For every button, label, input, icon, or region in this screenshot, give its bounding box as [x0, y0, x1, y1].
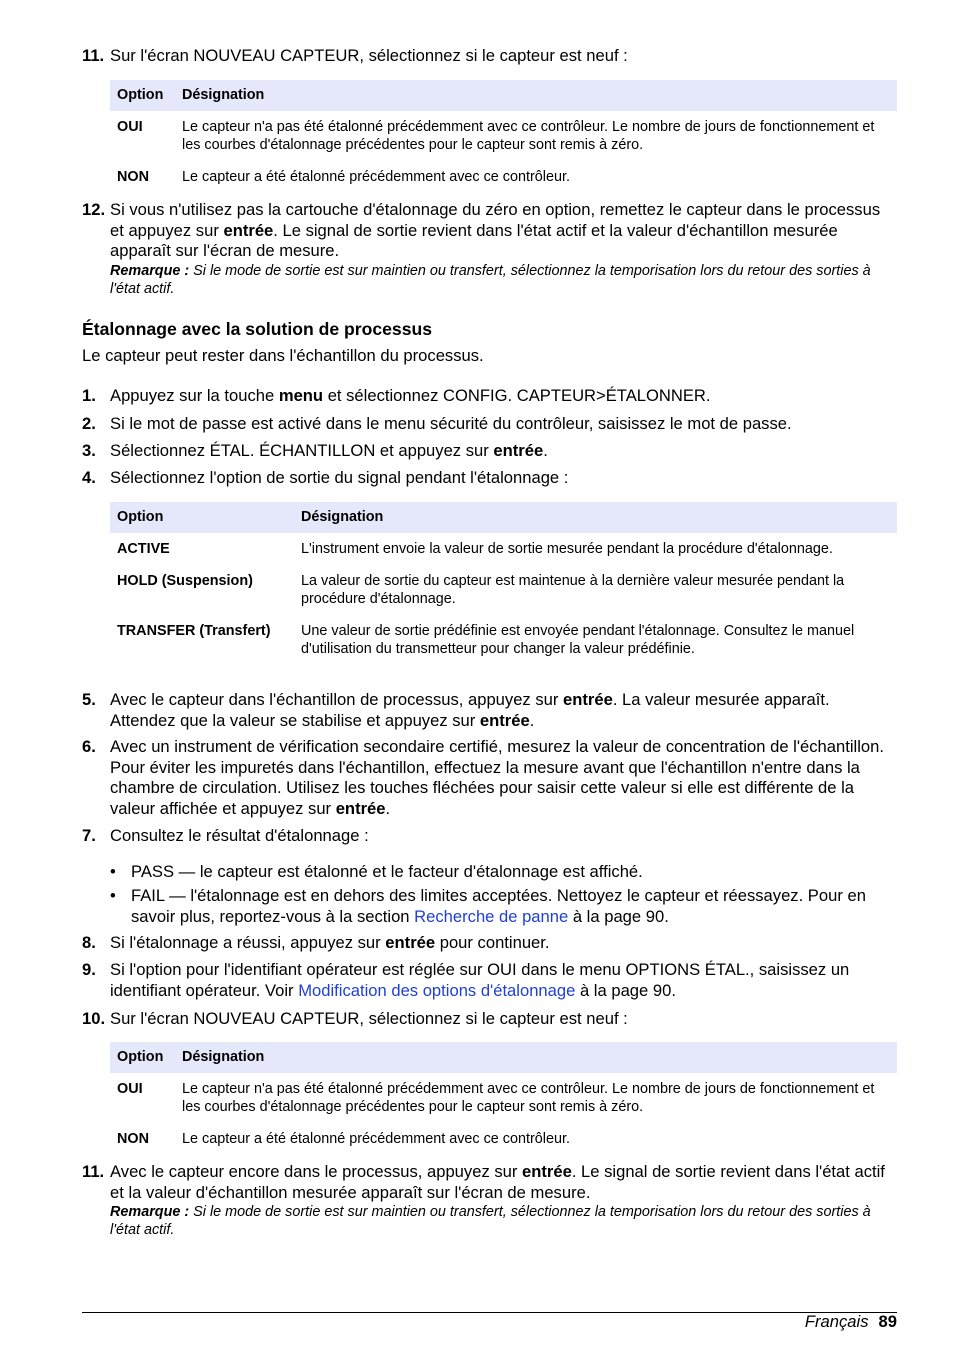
output-options-table — [110, 502, 897, 665]
bullet-pass — [110, 862, 897, 883]
step-text: Sur l'écran NOUVEAU CAPTEUR, sélectionnez si le capteur est neuf : — [110, 1009, 628, 1028]
step-text: Appuyez sur la touche menu et sélectionnez CONFIG. CAPTEUR>ÉTALONNER. — [110, 386, 711, 405]
option-cell: OUI — [117, 119, 143, 135]
step-text: Sélectionnez l'option de sortie du signal pendant l'étalonnage : — [110, 468, 569, 487]
table-row — [110, 1073, 897, 1123]
table-row — [110, 1123, 897, 1155]
table-row — [110, 111, 897, 161]
bullet-text: FAIL — l'étalonnage est en dehors des limites acceptées. Nettoyez le capteur et réessayez. Pour en savoir plus, reportez-vous à la section Recherche de panne à la page 90. — [131, 886, 866, 926]
description-cell: Le capteur a été étalonné précédemment avec ce contrôleur. — [182, 169, 570, 185]
option-cell: ACTIVE — [117, 541, 170, 557]
step-6 — [82, 737, 897, 819]
step-number: 3. — [82, 441, 96, 460]
step-4 — [82, 468, 897, 489]
table-header-row — [110, 80, 897, 111]
step-1 — [82, 386, 897, 407]
troubleshooting-link[interactable]: Recherche de panne — [414, 906, 569, 926]
description-cell: L'instrument envoie la valeur de sortie mesurée pendant la procédure d'étalonnage. — [301, 541, 833, 557]
page-number: 89 — [878, 1312, 897, 1331]
table-row — [110, 565, 897, 615]
step-number: 8. — [82, 933, 96, 952]
step-2 — [82, 414, 897, 435]
table-row — [110, 615, 897, 665]
description-cell: Le capteur a été étalonné précédemment avec ce contrôleur. — [182, 1131, 570, 1147]
step-number: 11. — [82, 46, 105, 65]
option-cell: NON — [117, 1131, 149, 1147]
step-number: 7. — [82, 826, 96, 845]
step-text: Avec le capteur dans l'échantillon de processus, appuyez sur entrée. La valeur mesurée apparaît. Attendez que la valeur se stabilise et appuyez sur entrée. — [110, 690, 830, 730]
column-header-description: Désignation — [175, 1042, 897, 1073]
bullet-fail — [110, 886, 897, 927]
table-header-row — [110, 502, 897, 533]
note: Remarque : Si le mode de sortie est sur maintien ou transfert, sélectionnez la temporisation lors du retour des sorties à l'état actif. — [110, 262, 871, 297]
description-cell: Le capteur n'a pas été étalonné précédemment avec ce contrôleur. Le nombre de jours de fonctionnement et les courbes d'étalonnage précédentes pour le capteur sont remis à zéro. — [182, 1081, 875, 1115]
footer-rule — [82, 1312, 897, 1313]
step-text: Avec un instrument de vérification secondaire certifié, mesurez la valeur de concentration de l'échantillon. Pour éviter les impuretés dans l'échantillon, effectuez la mesure avant que l'échantillon n'entre dans la chambre de circulation. Utilisez les touches fléchées pour saisir cette valeur si elle est différente de la valeur affichée et appuyez sur entrée. — [110, 737, 884, 818]
bullet-dot: • — [110, 886, 116, 905]
description-cell: Une valeur de sortie prédéfinie est envoyée pendant l'étalonnage. Consultez le manuel d'utilisation du transmetteur pour changer la valeur prédéfinie. — [301, 623, 855, 657]
step-number: 11. — [82, 1162, 105, 1181]
step-number: 10. — [82, 1009, 106, 1028]
bullet-text: PASS — le capteur est étalonné et le facteur d'étalonnage est affiché. — [131, 862, 643, 881]
section-heading: Étalonnage avec la solution de processus — [82, 319, 433, 339]
column-header-option: Option — [110, 80, 175, 111]
table-header-row — [110, 1042, 897, 1073]
step-11-new-sensor — [82, 46, 897, 67]
description-cell: La valeur de sortie du capteur est maintenue à la dernière valeur mesurée pendant la procédure d'étalonnage. — [301, 573, 845, 607]
calibration-options-link[interactable]: Modification des options d'étalonnage — [298, 980, 576, 1000]
new-sensor-options-table-2 — [110, 1042, 897, 1155]
option-cell: TRANSFER (Transfert) — [117, 623, 271, 639]
column-header-description: Désignation — [175, 80, 897, 111]
description-cell: Le capteur n'a pas été étalonné précédemment avec ce contrôleur. Le nombre de jours de fonctionnement et les courbes d'étalonnage précédentes pour le capteur sont remis à zéro. — [182, 119, 875, 153]
step-7 — [82, 826, 897, 847]
step-text: Sélectionnez ÉTAL. ÉCHANTILLON et appuyez sur entrée. — [110, 441, 548, 460]
step-text: Si le mot de passe est activé dans le menu sécurité du contrôleur, saisissez le mot de passe. — [110, 414, 792, 433]
step-8 — [82, 933, 897, 954]
column-header-description: Désignation — [294, 502, 897, 533]
table-row — [110, 533, 897, 565]
step-text: Sur l'écran NOUVEAU CAPTEUR, sélectionnez si le capteur est neuf : — [110, 46, 628, 65]
step-9 — [82, 960, 897, 1001]
new-sensor-options-table-1 — [110, 80, 897, 193]
step-text: Consultez le résultat d'étalonnage : — [110, 826, 369, 845]
step-text: Si l'option pour l'identifiant opérateur est réglée sur OUI dans le menu OPTIONS ÉTAL., saisissez un identifiant opérateur. Voir Modification des options d'étalonnage à la page 90. — [110, 960, 850, 1000]
step-number: 4. — [82, 468, 96, 487]
bullet-dot: • — [110, 862, 116, 881]
page-footer — [805, 1312, 897, 1332]
step-5 — [82, 690, 897, 731]
table-row — [110, 161, 897, 193]
footer-language: Français — [804, 1312, 869, 1331]
step-10 — [82, 1009, 897, 1030]
step-number: 9. — [82, 960, 96, 979]
step-number: 1. — [82, 386, 96, 405]
section-intro: Le capteur peut rester dans l'échantillon du processus. — [82, 346, 484, 365]
step-number: 2. — [82, 414, 96, 433]
step-text: Si l'étalonnage a réussi, appuyez sur entrée pour continuer. — [110, 933, 550, 952]
column-header-option: Option — [110, 502, 294, 533]
column-header-option: Option — [110, 1042, 175, 1073]
step-3 — [82, 441, 897, 462]
option-cell: NON — [117, 169, 149, 185]
step-text: Si vous n'utilisez pas la cartouche d'étalonnage du zéro en option, remettez le capteur dans le processus et appuyez sur entrée. Le signal de sortie revient dans l'état actif et la valeur d'échantillon mesurée apparaît sur l'écran de mesure. — [110, 200, 881, 260]
step-number: 6. — [82, 737, 96, 756]
step-number: 12. — [82, 200, 106, 219]
step-11-return-output — [82, 1162, 897, 1239]
option-cell: HOLD (Suspension) — [117, 573, 253, 589]
step-12-return-sensor — [82, 200, 897, 298]
step-text: Avec le capteur encore dans le processus, appuyez sur entrée. Le signal de sortie revient dans l'état actif et la valeur d'échantillon mesurée apparaît sur l'écran de mesure. — [110, 1162, 885, 1202]
note: Remarque : Si le mode de sortie est sur maintien ou transfert, sélectionnez la temporisation lors du retour des sorties à l'état actif. — [110, 1204, 871, 1238]
option-cell: OUI — [117, 1081, 143, 1097]
step-number: 5. — [82, 690, 96, 709]
